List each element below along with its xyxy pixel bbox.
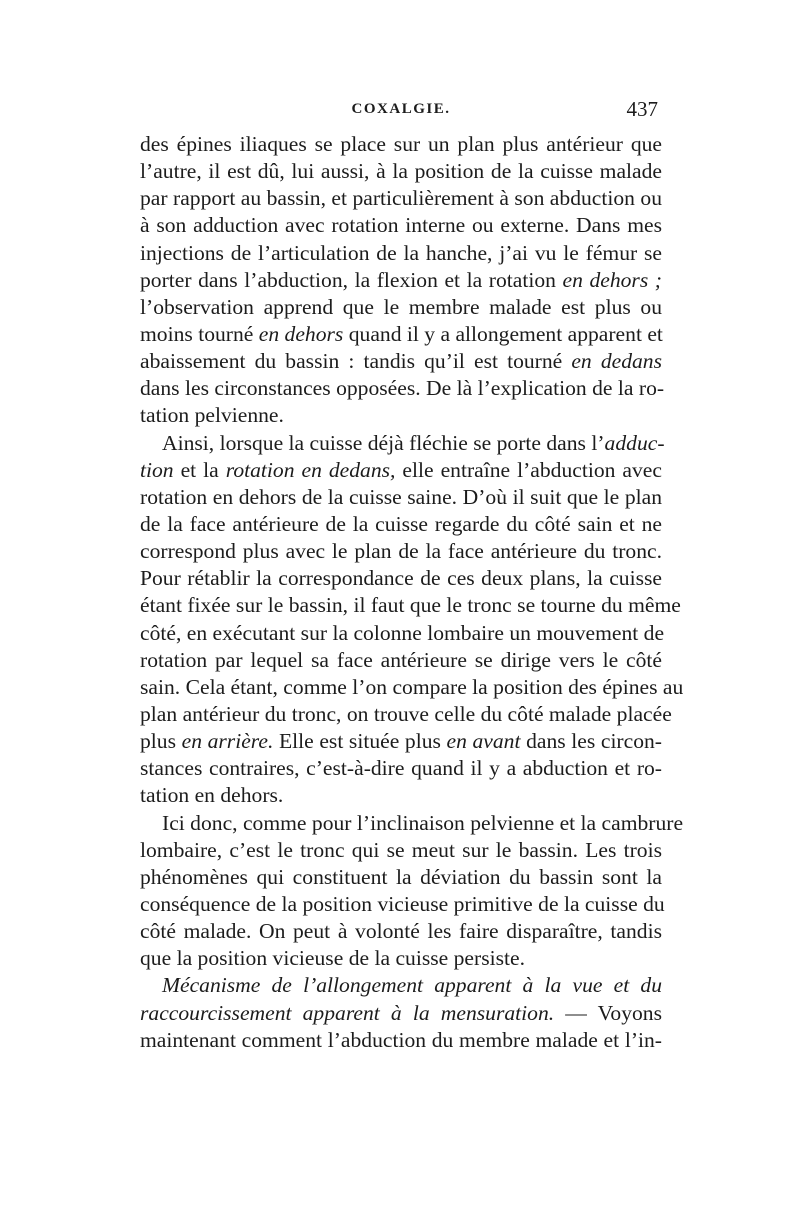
text-run: Pour rétablir la correspondance de ces deux plans, la cuisse [140,566,662,591]
text-line [140,864,662,891]
text-run: dans les circonstances opposées. De là l’explication de la ro- [140,376,665,401]
text-line [140,565,662,592]
text-line [140,375,665,402]
text-run: conséquence de la position vicieuse primitive de la cuisse du [140,891,665,916]
text-line [140,1027,662,1054]
text-run: lombaire, c’est le tronc qui se meut sur le bassin. Les trois [140,837,662,862]
text-run: moins tourné [140,321,259,346]
text-line [140,755,662,782]
text-run: par rapport au bassin, et particulièrement à son abduction ou [140,186,662,211]
text-run: des épines iliaques se place sur un plan plus antérieur que [140,132,662,156]
text-line [140,891,665,918]
text-line [140,1000,662,1027]
italic-text: tion [140,457,174,482]
text-line [140,321,662,348]
text-run: Elle est située plus [273,729,447,754]
text-run: quand il y a allongement apparent et [343,321,663,346]
text-run: elle entraîne l’abduction avec [395,457,662,482]
italic-text: en avant [446,729,521,754]
italic-text: en dehors ; [562,267,662,292]
text-run: que la position vicieuse de la cuisse persiste. [140,946,525,971]
text-run: stances contraires, c’est-à-dire quand il y a abduction et ro- [140,756,662,781]
text-run: à son adduction avec rotation interne ou externe. Dans mes [140,213,662,238]
italic-text: en arrière. [181,729,274,754]
text-line [140,267,662,294]
italic-text: rotation en dedans, [225,457,396,482]
text-run: porter dans l’abduction, la flexion et la rotation [140,267,563,292]
text-run: rotation par lequel sa face antérieure se dirige vers le côté [140,647,662,672]
text-run: sain. Cela étant, comme l’on compare la position des épines au [140,674,684,699]
text-line [140,457,662,484]
text-run: et la [173,457,226,482]
italic-text: raccourcissement apparent à la mensuration. [140,1000,555,1025]
italic-text: en dehors [258,321,344,346]
text-line [140,484,662,511]
text-run: plus [140,729,182,754]
text-line [140,430,665,457]
text-run: dans les circon- [520,729,662,754]
text-line [140,810,684,837]
text-line [140,511,662,538]
text-line [140,782,662,809]
italic-text: adduc- [604,430,665,455]
text-line [140,212,662,239]
text-line [140,592,681,619]
text-line [140,647,662,674]
text-line [140,728,662,755]
text-run: rotation en dehors de la cuisse saine. D’où il suit que le plan [140,484,662,509]
text-run: Ici donc, comme pour l’inclinaison pelvienne et la cambrure [162,810,684,835]
text-run: côté malade. On peut à volonté les faire disparaître, tandis [140,919,662,944]
text-line [140,294,662,321]
text-run: l’autre, il est dû, lui aussi, à la position de la cuisse malade [140,159,662,184]
text-line [140,945,662,972]
text-line [140,620,665,647]
italic-text: Mécanisme de l’allongement apparent à la vue et du [162,973,662,998]
text-line [140,131,662,158]
text-line [140,402,662,429]
text-run: maintenant comment l’abduction du membre malade et l’in- [140,1027,662,1052]
text-line [140,674,684,701]
page-number: 437 [626,97,658,121]
text-line [140,972,662,999]
text-run: phénomènes qui constituent la déviation du bassin sont la [140,864,662,889]
text-line [140,158,662,185]
text-run: tation en dehors. [140,783,284,808]
body-text [140,131,684,1054]
text-run: l’observation apprend que le membre malade est plus ou [140,294,662,319]
text-line [140,240,662,267]
italic-text: en dedans [571,349,662,374]
text-line [140,185,662,212]
text-run: étant fixée sur le bassin, il faut que le tronc se tourne du même [140,593,681,618]
text-run: — Voyons [554,1000,662,1025]
text-run: tation pelvienne. [140,403,284,428]
text-run: côté, en exécutant sur la colonne lombaire un mouvement de [140,620,665,645]
text-line [140,538,662,565]
text-run: Ainsi, lorsque la cuisse déjà fléchie se porte dans l’ [162,430,605,455]
text-line [140,918,662,945]
text-line [140,348,662,375]
text-run: correspond plus avec le plan de la face antérieure du tronc. [140,539,662,564]
text-run: de la face antérieure de la cuisse regarde du côté sain et ne [140,511,662,536]
running-head-title: COXALGIE. [351,101,451,117]
text-run: injections de l’articulation de la hanche, j’ai vu le fémur se [140,240,662,265]
text-line [140,837,662,864]
text-run: plan antérieur du tronc, on trouve celle du côté malade placée [140,701,672,726]
text-line [140,701,672,728]
running-head [140,97,662,127]
text-run: abaissement du bassin : tandis qu’il est tourné [140,349,572,374]
